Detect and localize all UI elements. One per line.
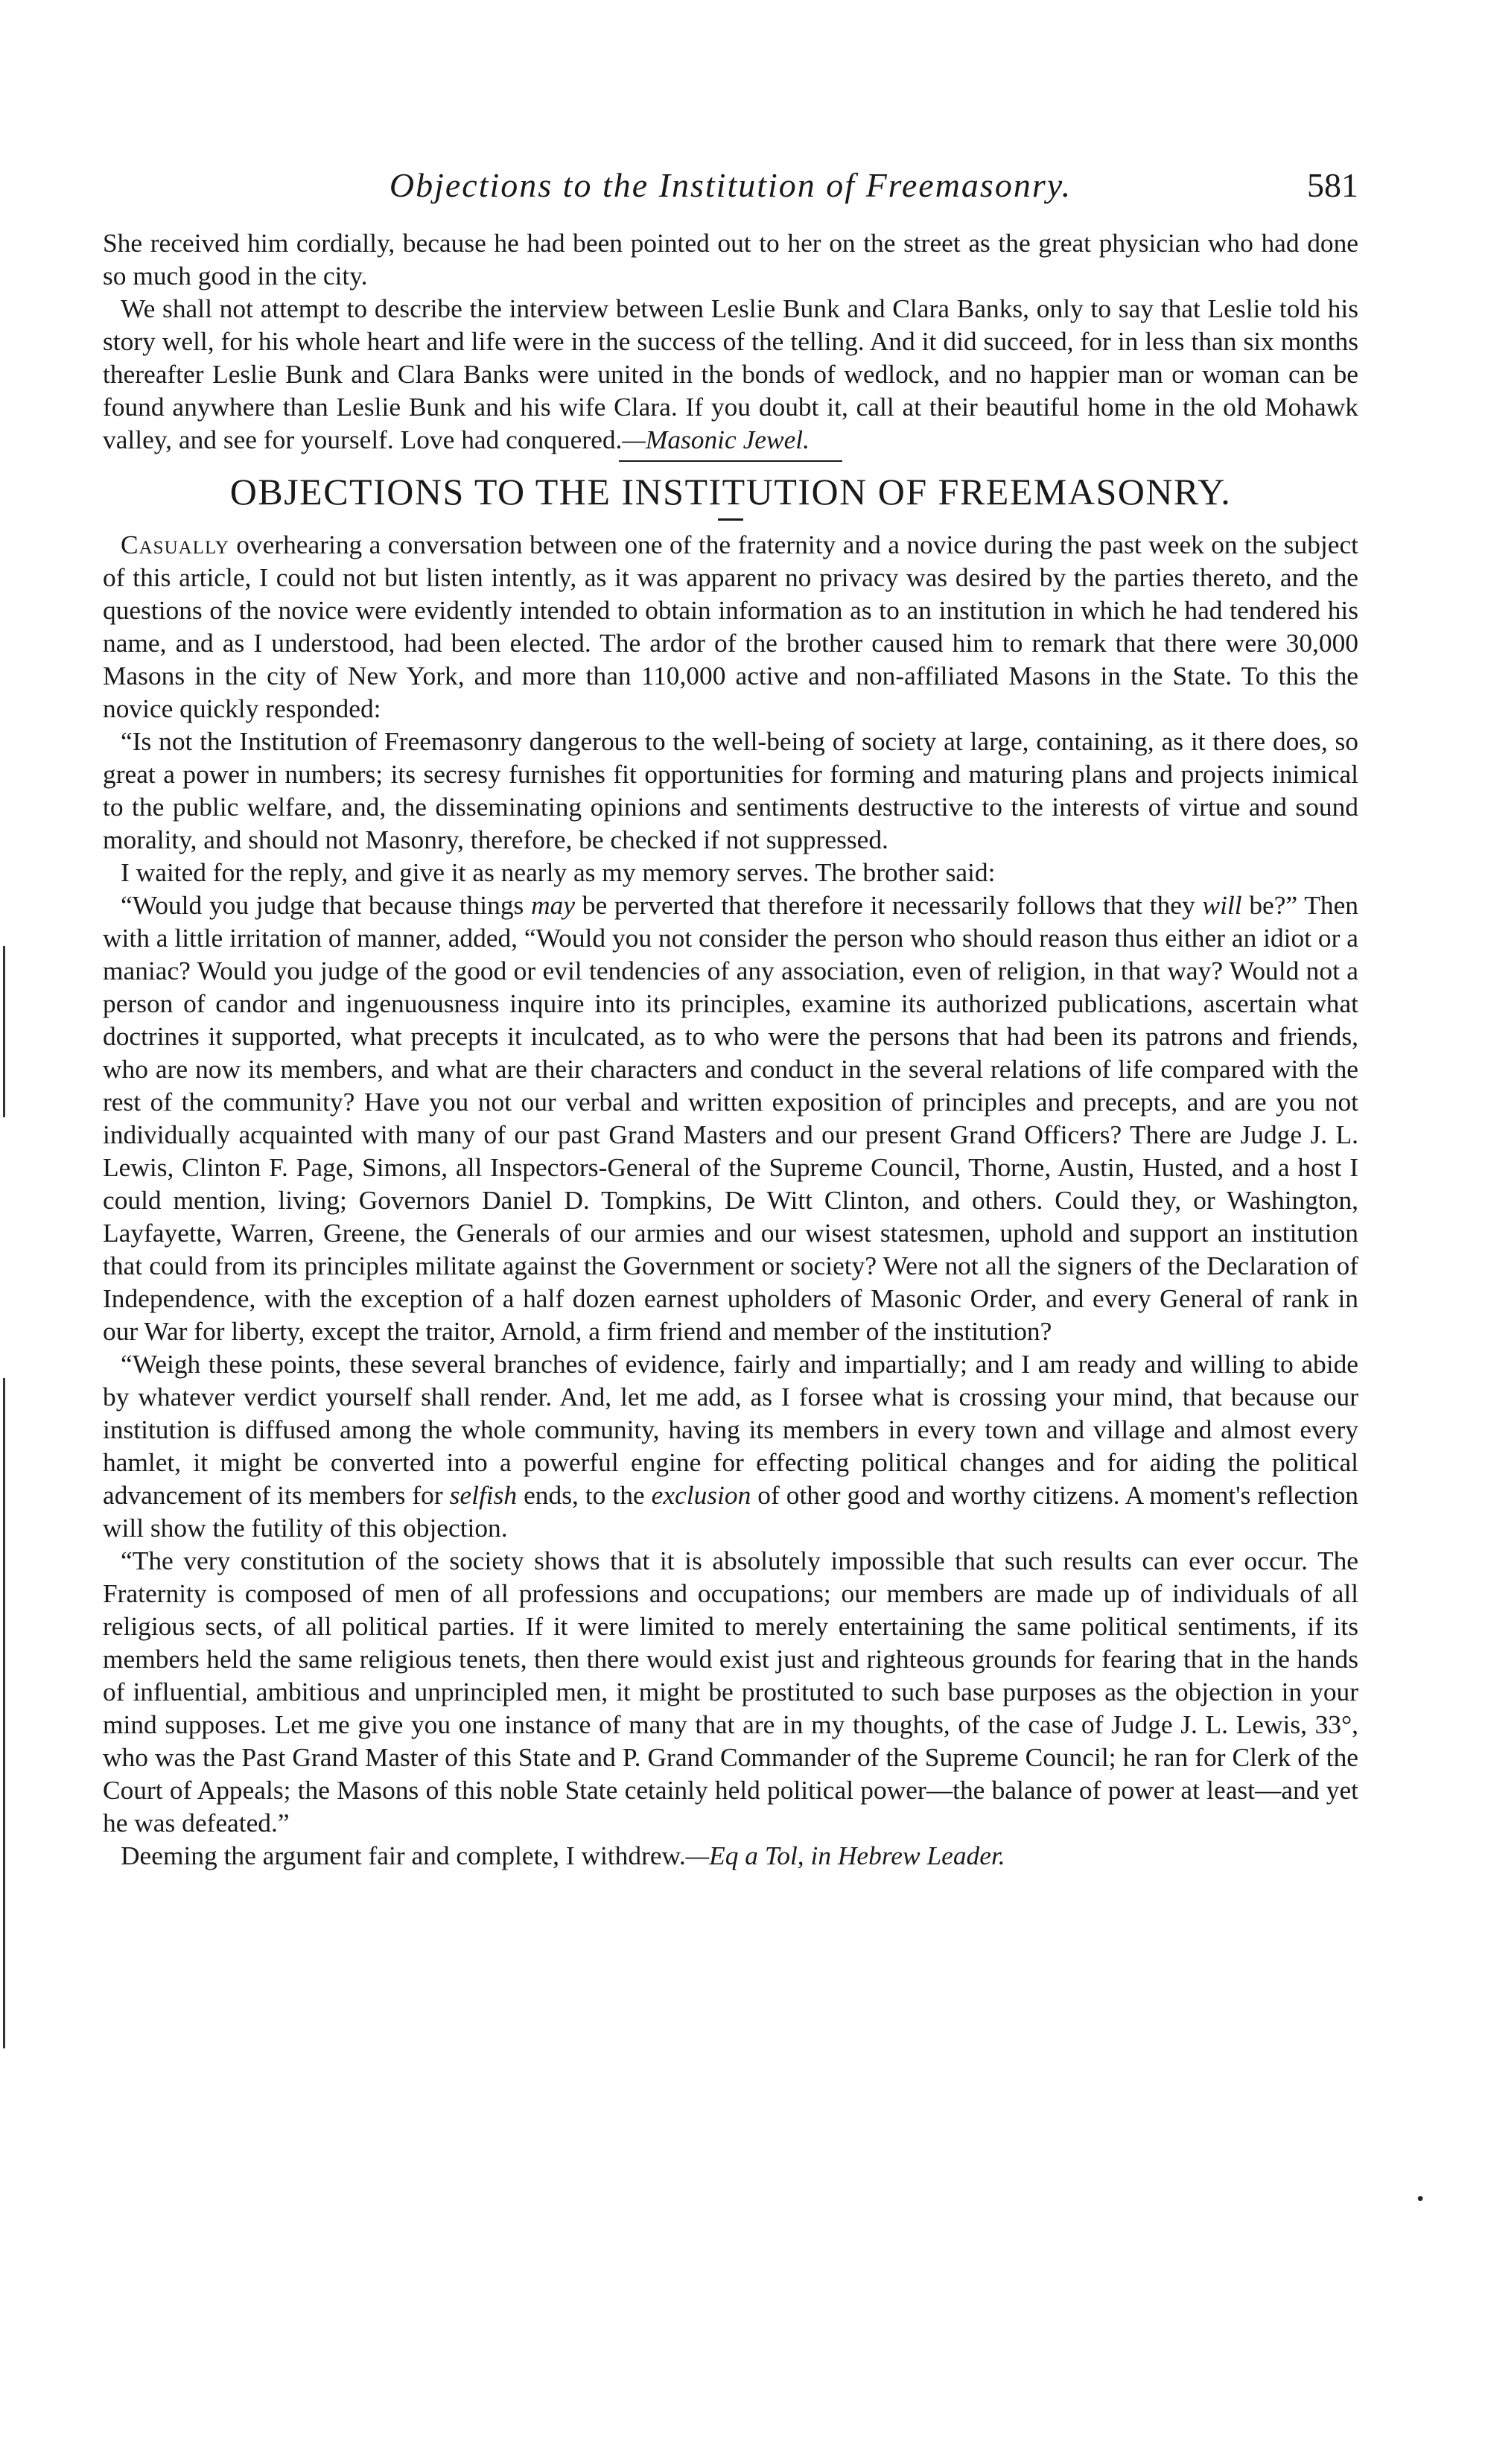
paragraph-text: overhearing a conversation between one of the fraternity and a novice during the past week on the subject of this article, I could not but listen intently, as it was apparent no privacy was desired by the parties thereto, and the questions of the novice were evidently intended to obtain information as to an institution in which he had tendered his name, and as I understood, had been elected. The ardor of the brother caused him to remark that there were 30,000 Masons in the city of New York, and more than 110,000 active and non-affiliated Masons in the State. To this the novice quickly responded: <box>103 530 1358 723</box>
attribution: —Masonic Jewel. <box>622 425 810 454</box>
emphasis: may <box>531 890 576 920</box>
margin-rule <box>3 1378 5 2048</box>
paragraph-text: “Would you judge that because things <box>121 890 532 920</box>
attribution: —Eq a Tol, in Hebrew Leader. <box>685 1841 1005 1870</box>
paragraph: “Is not the Institution of Freemasonry dangerous to the well-being of society at large, containing, as it there does, so great a power in numbers; its secresy furnishes fit opportunities for forming and maturing plans and projects inimical to the public welfare, and, the disseminating opinions and sentiments destructive to the interests of virtue and sound morality, and should not Masonry, therefore, be checked if not suppressed. <box>103 726 1358 854</box>
emphasis: exclusion <box>651 1480 751 1510</box>
page-number: 581 <box>1307 166 1358 204</box>
paragraph-text: be?” Then with a little irritation of manner, added, “Would you not consider the person who should reason thus either an idiot or a maniac? Would you judge of the good or evil tendencies of any association, even of religion, in that way? Would not a person of candor and ingenuousness inquire into its principles, examine its authorized publications, ascertain what doctrines it supported, what precepts it inculcated, as to who were the persons that had been its patrons and friends, who are now its members, and what are their characters and conduct in the several relations of life compared with the rest of the community? Have you not our verbal and written exposition of principles and precepts, and are you not individually acquainted with many of our past Grand Masters and our present Grand Officers? There are Judge J. L. Lewis, Clinton F. Page, Simons, all Inspectors-General of the Supreme Council, Thorne, Austin, Husted, and a host I could mention, living; Governors Daniel D. Tompkins, De Witt Clinton, and others. Could they, or Washington, Layfayette, Warren, Greene, the Generals of our armies and our wisest statesmen, uphold and support an institution that could from its principles militate against the Government or society? Were not all the signers of the Declaration of Independence, with the exception of a half dozen earnest upholders of Masonic Order, and every General of rank in our War for liberty, except the traitor, Arnold, a firm friend and member of the institution? <box>103 890 1358 1346</box>
paragraph <box>103 292 1358 456</box>
paragraph: “The very constitution of the society shows that it is absolutely impossible that such results can ever occur. The Fraternity is composed of men of all professions and occupations; our members are made up of individuals of all religious sects, of all political parties. If it were limited to merely entertaining the same political sentiments, if its members held the same religious tenets, then there would exist just and righteous grounds for fearing that in the hands of influential, ambitious and unprincipled men, it might be prostituted to such base purposes as the objection in your mind supposes. Let me give you one instance of many that are in my thoughts, of the case of Judge J. L. Lewis, 33°, who was the Past Grand Master of this State and P. Grand Commander of the Supreme Council; he ran for Clerk of the Court of Appeals; the Masons of this noble State cetainly held political power—the balance of power at least—and yet he was defeated.” <box>103 1546 1358 1838</box>
paragraph-text: be perverted that therefore it necessarily follows that they <box>575 890 1203 920</box>
lead-word: Casually <box>121 530 229 559</box>
paragraph-text: ends, to the <box>517 1480 652 1510</box>
paragraph <box>103 1839 1358 1872</box>
paragraph-text: Deeming the argument fair and complete, I withdrew. <box>121 1841 686 1870</box>
section-divider <box>619 460 842 462</box>
paragraph-text: of other good and worthy citizens. A moment's reflection will show the futility of this objection. <box>103 1480 1359 1543</box>
running-title: Objections to the Institution of Freemasonry. <box>389 166 1072 204</box>
paragraph: I waited for the reply, and give it as nearly as my memory serves. The brother said: <box>121 857 996 887</box>
paragraph <box>103 889 1358 1347</box>
article-heading: OBJECTIONS TO THE INSTITUTION OF FREEMASONRY. <box>229 471 1232 512</box>
paragraph: She received him cordially, because he had been pointed out to her on the street as the great physician who had done so much good in the city. <box>103 228 1358 290</box>
paragraph <box>103 1347 1358 1544</box>
paragraph-text: “Weigh these points, these several branches of evidence, fairly and impartially; and I am ready and willing to abide by whatever verdict yourself shall render. And, let me add, as I forsee what is crossing your mind, that because our institution is diffused among the whole community, having its members in every town and village and almost every hamlet, it might be converted into a powerful engine for effecting political changes and for aiding the political advancement of its members for <box>103 1349 1358 1510</box>
emphasis: selfish <box>449 1480 518 1510</box>
emphasis: will <box>1202 890 1242 920</box>
margin-mark: • <box>1416 2188 1424 2211</box>
body-text <box>103 226 1358 1872</box>
heading-rule <box>718 518 743 521</box>
paragraph-text: We shall not attempt to describe the interview between Leslie Bunk and Clara Banks, only to say that Leslie told his story well, for his whole heart and life were in the success of the telling. And it did succeed, for in less than six months thereafter Leslie Bunk and Clara Banks were united in the bonds of wedlock, and no happier man or woman can be found anywhere than Leslie Bunk and his wife Clara. If you doubt it, call at their beautiful home in the old Mohawk valley, and see for yourself. Love had conquered. <box>103 293 1358 454</box>
margin-rule <box>3 946 5 1117</box>
paragraph <box>103 528 1358 725</box>
running-head <box>103 165 1358 215</box>
